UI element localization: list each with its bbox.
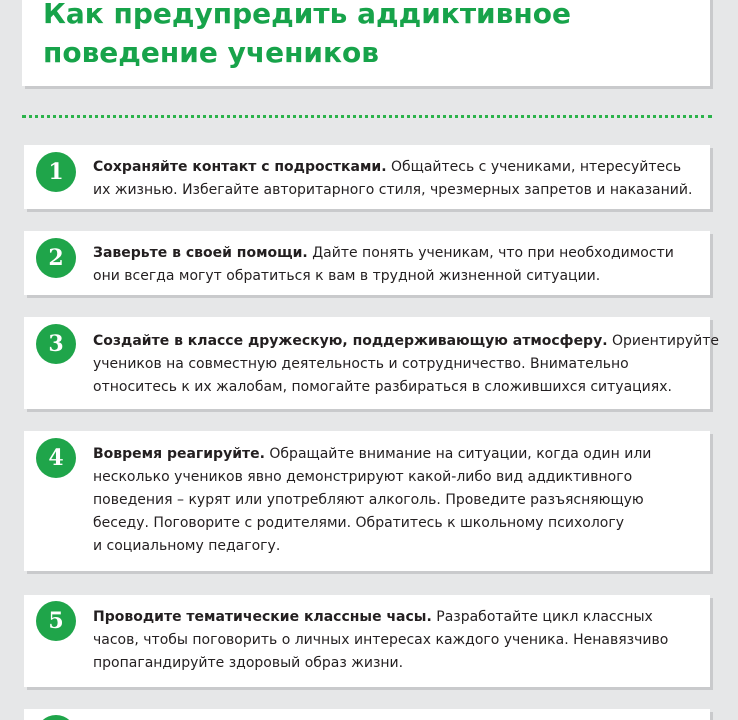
tip-body-line: беседу. Поговорите с родителями. Обратитесь к школьному психологу <box>93 515 624 531</box>
number-badge: 1 <box>36 152 76 192</box>
tip-body-line: пропагандируйте здоровый образ жизни. <box>93 655 404 671</box>
tip-body-line: учеников на совместную деятельность и сотрудничество. Внимательно <box>93 356 629 372</box>
tip-body-line: Разработайте цикл классных <box>431 609 653 625</box>
tip-text <box>93 330 720 399</box>
tip-text <box>93 156 697 202</box>
tip-card-2 <box>24 231 710 295</box>
tip-body-line: и социальному педагогу. <box>93 538 281 554</box>
number-badge: 4 <box>36 438 76 478</box>
tip-card-6-partial <box>24 709 710 720</box>
tip-body-line: Общайтесь с учениками, нтересуйтесь <box>386 159 682 175</box>
tip-text <box>93 606 697 675</box>
number-badge: 3 <box>36 324 76 364</box>
tip-card-5 <box>24 595 710 687</box>
tip-heading: Проводите тематические классные часы. <box>93 609 432 625</box>
title-line-1: Как предупредить аддиктивное <box>43 0 571 30</box>
tip-text <box>93 242 697 288</box>
number-badge: 5 <box>36 601 76 641</box>
tip-body-line: Ориентируйте <box>607 333 720 349</box>
tip-heading: Заверьте в своей помощи. <box>93 245 308 261</box>
tip-text <box>93 443 697 558</box>
tip-heading: Создайте в классе дружескую, поддерживающую атмосферу. <box>93 333 608 349</box>
tip-card-4 <box>24 431 710 571</box>
number-badge-partial <box>36 715 76 720</box>
page-title <box>43 0 571 72</box>
tip-body-line: несколько учеников явно демонстрируют какой-либо вид аддиктивного <box>93 469 633 485</box>
tip-heading: Сохраняйте контакт с подростками. <box>93 159 387 175</box>
tip-heading: Вовремя реагируйте. <box>93 446 265 462</box>
tip-card-3 <box>24 317 720 409</box>
tip-body-line: относитесь к их жалобам, помогайте разбираться в сложившихся ситуациях. <box>93 379 672 395</box>
tip-body-line: Дайте понять ученикам, что при необходимости <box>307 245 674 261</box>
tip-body-line: они всегда могут обратиться к вам в трудной жизненной ситуации. <box>93 268 601 284</box>
tip-body-line: часов, чтобы поговорить о личных интересах каждого ученика. Ненавязчиво <box>93 632 669 648</box>
number-badge: 2 <box>36 238 76 278</box>
title-line-2: поведение учеников <box>43 36 379 69</box>
tip-card-1 <box>24 145 710 209</box>
dotted-divider <box>22 115 712 118</box>
tip-body-line: Обращайте внимание на ситуации, когда один или <box>264 446 652 462</box>
tip-body-line: поведения – курят или употребляют алкоголь. Проведите разъясняющую <box>93 492 644 508</box>
title-card <box>22 0 710 86</box>
tip-body-line: их жизнью. Избегайте авторитарного стиля, чрезмерных запретов и наказаний. <box>93 182 693 198</box>
